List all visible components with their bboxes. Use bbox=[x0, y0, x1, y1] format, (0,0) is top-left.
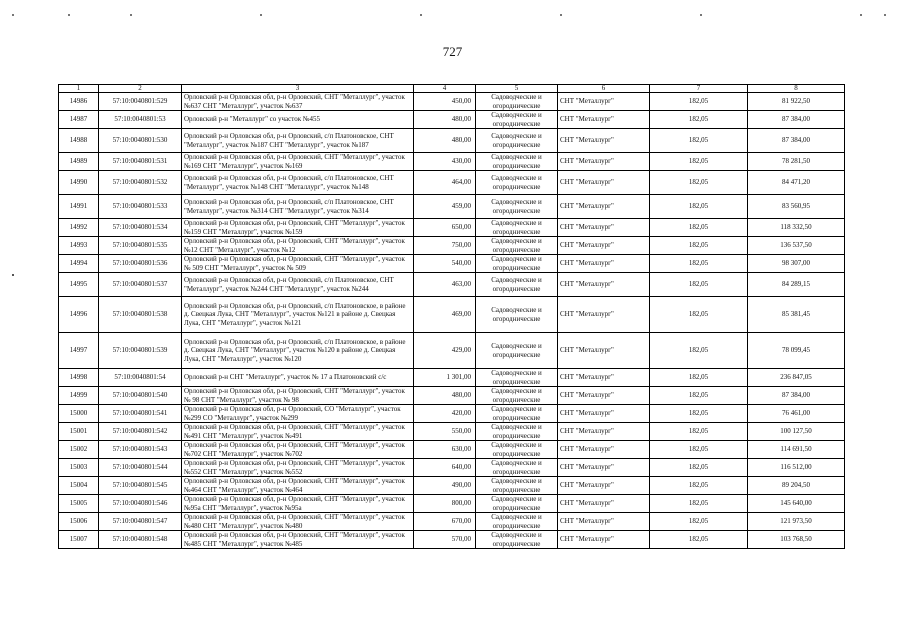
cell-row-number: 14986 bbox=[59, 93, 99, 111]
cell-address: Орловский р-н Орловская обл, р-н Орловский, СНТ "Металлург", участок №159 СНТ "Металлург", участок №159 bbox=[182, 219, 414, 237]
cell-cadastral-value: 100 127,50 bbox=[748, 423, 845, 441]
table-row bbox=[59, 405, 845, 423]
cell-cadastral-value: 76 461,00 bbox=[748, 405, 845, 423]
cell-area: 429,00 bbox=[414, 333, 476, 369]
table-row bbox=[59, 369, 845, 387]
cell-land-use: Садоводческие и огороднические bbox=[476, 333, 558, 369]
table-row bbox=[59, 129, 845, 153]
cell-cadastral-value: 121 973,50 bbox=[748, 513, 845, 531]
table-row bbox=[59, 273, 845, 297]
cell-partnership: СНТ "Металлург" bbox=[558, 219, 650, 237]
table-row bbox=[59, 297, 845, 333]
cell-partnership: СНТ "Металлург" bbox=[558, 273, 650, 297]
cell-land-use: Садоводческие и огороднические bbox=[476, 129, 558, 153]
cell-row-number: 14994 bbox=[59, 255, 99, 273]
cell-cadastral-number: 57:10:0040801:548 bbox=[99, 531, 182, 549]
cell-cadastral-number: 57:10:0040801:54 bbox=[99, 369, 182, 387]
column-header-4: 4 bbox=[414, 85, 476, 93]
cell-land-use: Садоводческие и огороднические bbox=[476, 531, 558, 549]
cell-cadastral-number: 57:10:0040801:543 bbox=[99, 441, 182, 459]
cell-specific-value: 182,05 bbox=[650, 219, 748, 237]
cell-land-use: Садоводческие и огороднические bbox=[476, 93, 558, 111]
cell-address: Орловский р-н Орловская обл, р-н Орловский, СНТ "Металлург", участок №480 СНТ "Металлург", участок №480 bbox=[182, 513, 414, 531]
cell-land-use: Садоводческие и огороднические bbox=[476, 477, 558, 495]
cell-cadastral-value: 87 384,00 bbox=[748, 111, 845, 129]
cell-cadastral-value: 84 471,20 bbox=[748, 171, 845, 195]
table-row bbox=[59, 441, 845, 459]
cell-partnership: СНТ "Металлург" bbox=[558, 531, 650, 549]
cell-area: 450,00 bbox=[414, 93, 476, 111]
cell-cadastral-value: 87 384,00 bbox=[748, 387, 845, 405]
column-header-2: 2 bbox=[99, 85, 182, 93]
cell-land-use: Садоводческие и огороднические bbox=[476, 297, 558, 333]
cell-address: Орловский р-н Орловская обл, р-н Орловский, СНТ "Металлург", участок №169 СНТ "Металлург", участок №169 bbox=[182, 153, 414, 171]
cell-specific-value: 182,05 bbox=[650, 195, 748, 219]
cell-cadastral-value: 114 691,50 bbox=[748, 441, 845, 459]
cell-partnership: СНТ "Металлург" bbox=[558, 459, 650, 477]
cell-row-number: 14989 bbox=[59, 153, 99, 171]
scan-noise bbox=[0, 14, 905, 22]
cell-land-use: Садоводческие и огороднические bbox=[476, 459, 558, 477]
cell-specific-value: 182,05 bbox=[650, 93, 748, 111]
cell-cadastral-number: 57:10:0040801:535 bbox=[99, 237, 182, 255]
table-row bbox=[59, 111, 845, 129]
cell-area: 480,00 bbox=[414, 129, 476, 153]
column-header-8: 8 bbox=[748, 85, 845, 93]
cell-cadastral-number: 57:10:0040801:539 bbox=[99, 333, 182, 369]
cell-partnership: СНТ "Металлург" bbox=[558, 441, 650, 459]
cell-specific-value: 182,05 bbox=[650, 333, 748, 369]
cell-cadastral-number: 57:10:0040801:545 bbox=[99, 477, 182, 495]
cell-address: Орловский р-н Орловская обл, р-н Орловский, СНТ "Металлург", участок №464 СНТ "Металлург", участок №464 bbox=[182, 477, 414, 495]
cell-partnership: СНТ "Металлург" bbox=[558, 297, 650, 333]
cell-address: Орловский р-н Орловская обл, р-н Орловский, СНТ "Металлург", участок №95а СНТ "Металлург", участок №95а bbox=[182, 495, 414, 513]
cell-land-use: Садоводческие и огороднические bbox=[476, 195, 558, 219]
cell-area: 469,00 bbox=[414, 297, 476, 333]
cell-cadastral-value: 98 307,00 bbox=[748, 255, 845, 273]
cell-cadastral-value: 89 204,50 bbox=[748, 477, 845, 495]
cell-area: 630,00 bbox=[414, 441, 476, 459]
cell-specific-value: 182,05 bbox=[650, 477, 748, 495]
cell-address: Орловский р-н Орловская обл, р-н Орловский, СНТ "Металлург", участок № 509 СНТ "Металлург", участок № 509 bbox=[182, 255, 414, 273]
cell-cadastral-number: 57:10:0040801:541 bbox=[99, 405, 182, 423]
cell-land-use: Садоводческие и огороднические bbox=[476, 219, 558, 237]
cell-land-use: Садоводческие и огороднические bbox=[476, 387, 558, 405]
cell-cadastral-number: 57:10:0040801:542 bbox=[99, 423, 182, 441]
cell-area: 480,00 bbox=[414, 387, 476, 405]
cell-row-number: 14999 bbox=[59, 387, 99, 405]
cell-row-number: 15007 bbox=[59, 531, 99, 549]
cell-area: 670,00 bbox=[414, 513, 476, 531]
cell-cadastral-value: 118 332,50 bbox=[748, 219, 845, 237]
cell-specific-value: 182,05 bbox=[650, 495, 748, 513]
cell-partnership: СНТ "Металлург" bbox=[558, 237, 650, 255]
table-header-row bbox=[59, 85, 845, 93]
cell-area: 1 301,00 bbox=[414, 369, 476, 387]
cell-specific-value: 182,05 bbox=[650, 273, 748, 297]
cell-land-use: Садоводческие и огороднические bbox=[476, 495, 558, 513]
cell-land-use: Садоводческие и огороднические bbox=[476, 513, 558, 531]
cell-area: 650,00 bbox=[414, 219, 476, 237]
cell-cadastral-value: 145 640,00 bbox=[748, 495, 845, 513]
table-row bbox=[59, 93, 845, 111]
cell-land-use: Садоводческие и огороднические bbox=[476, 171, 558, 195]
cell-area: 750,00 bbox=[414, 237, 476, 255]
cell-cadastral-value: 236 847,05 bbox=[748, 369, 845, 387]
cell-area: 540,00 bbox=[414, 255, 476, 273]
table-row bbox=[59, 513, 845, 531]
cell-address: Орловский р-н Орловская обл, р-н Орловский, СНТ "Металлург", участок №702 СНТ "Металлург", участок №702 bbox=[182, 441, 414, 459]
cell-row-number: 15003 bbox=[59, 459, 99, 477]
cell-land-use: Садоводческие и огороднические bbox=[476, 441, 558, 459]
cell-specific-value: 182,05 bbox=[650, 111, 748, 129]
cell-address: Орловский р-н Орловская обл, р-н Орловский, с/п Платоновское, СНТ "Металлург", участок №148 СНТ "Металлург", участок №148 bbox=[182, 171, 414, 195]
table-row bbox=[59, 219, 845, 237]
cell-area: 480,00 bbox=[414, 111, 476, 129]
table-body bbox=[59, 93, 845, 549]
column-header-5: 5 bbox=[476, 85, 558, 93]
cell-address: Орловский р-н Орловская обл, р-н Орловский, с/п Платоновское, СНТ "Металлург", участок №187 СНТ "Металлург", участок №187 bbox=[182, 129, 414, 153]
cell-cadastral-value: 78 281,50 bbox=[748, 153, 845, 171]
cell-land-use: Садоводческие и огороднические bbox=[476, 405, 558, 423]
cell-address: Орловский р-н Орловская обл, р-н Орловский, с/п Платоновское, в районе д. Свецкая Лука, СНТ "Металлург", участок №120 в районе д. Свецкая Лука, СНТ "Металлург", участок №120 bbox=[182, 333, 414, 369]
cell-address: Орловский р-н Орловская обл, р-н Орловский, СНТ "Металлург", участок №12 СНТ "Металлург", участок №12 bbox=[182, 237, 414, 255]
cell-row-number: 14996 bbox=[59, 297, 99, 333]
page-number: 727 bbox=[442, 44, 463, 59]
cell-address: Орловский р-н Орловская обл, р-н Орловский, с/п Платоновское, в районе д. Свецкая Лука, СНТ "Металлург", участок №121 в районе д. Свецкая Лука, СНТ "Металлург", участок №121 bbox=[182, 297, 414, 333]
cell-cadastral-value: 136 537,50 bbox=[748, 237, 845, 255]
cell-area: 464,00 bbox=[414, 171, 476, 195]
cell-area: 430,00 bbox=[414, 153, 476, 171]
cell-cadastral-value: 78 099,45 bbox=[748, 333, 845, 369]
cell-cadastral-number: 57:10:0040801:534 bbox=[99, 219, 182, 237]
cell-specific-value: 182,05 bbox=[650, 387, 748, 405]
cell-partnership: СНТ "Металлург" bbox=[558, 333, 650, 369]
cell-row-number: 14988 bbox=[59, 129, 99, 153]
cell-cadastral-number: 57:10:0040801:537 bbox=[99, 273, 182, 297]
cell-cadastral-value: 84 289,15 bbox=[748, 273, 845, 297]
cell-land-use: Садоводческие и огороднические bbox=[476, 111, 558, 129]
cell-cadastral-number: 57:10:0040801:533 bbox=[99, 195, 182, 219]
cell-specific-value: 182,05 bbox=[650, 255, 748, 273]
cell-partnership: СНТ "Металлург" bbox=[558, 255, 650, 273]
table-row bbox=[59, 333, 845, 369]
cell-specific-value: 182,05 bbox=[650, 405, 748, 423]
cell-area: 490,00 bbox=[414, 477, 476, 495]
cell-partnership: СНТ "Металлург" bbox=[558, 369, 650, 387]
cell-land-use: Садоводческие и огороднические bbox=[476, 237, 558, 255]
cell-address: Орловский р-н Орловская обл, р-н Орловский, СНТ "Металлург", участок №485 СНТ "Металлург", участок №485 bbox=[182, 531, 414, 549]
cell-specific-value: 182,05 bbox=[650, 237, 748, 255]
cell-specific-value: 182,05 bbox=[650, 459, 748, 477]
scan-speck bbox=[12, 274, 14, 276]
cell-area: 463,00 bbox=[414, 273, 476, 297]
cell-partnership: СНТ "Металлург" bbox=[558, 477, 650, 495]
cell-cadastral-number: 57:10:0040801:540 bbox=[99, 387, 182, 405]
cell-cadastral-value: 81 922,50 bbox=[748, 93, 845, 111]
column-header-3: 3 bbox=[182, 85, 414, 93]
cell-row-number: 15005 bbox=[59, 495, 99, 513]
cell-cadastral-number: 57:10:0040801:536 bbox=[99, 255, 182, 273]
column-header-6: 6 bbox=[558, 85, 650, 93]
cell-row-number: 14997 bbox=[59, 333, 99, 369]
cell-partnership: СНТ "Металлург" bbox=[558, 513, 650, 531]
cell-cadastral-value: 103 768,50 bbox=[748, 531, 845, 549]
cell-cadastral-number: 57:10:0040801:544 bbox=[99, 459, 182, 477]
cell-row-number: 14993 bbox=[59, 237, 99, 255]
cell-specific-value: 182,05 bbox=[650, 441, 748, 459]
cell-partnership: СНТ "Металлург" bbox=[558, 111, 650, 129]
table-row bbox=[59, 459, 845, 477]
cell-row-number: 14991 bbox=[59, 195, 99, 219]
cell-row-number: 15004 bbox=[59, 477, 99, 495]
cell-address: Орловский р-н СНТ "Металлург", участок № 17 а Платоновский с/с bbox=[182, 369, 414, 387]
table-row bbox=[59, 531, 845, 549]
table-row bbox=[59, 195, 845, 219]
cell-address: Орловский р-н Орловская обл, р-н Орловский, СНТ "Металлург", участок № 98 СНТ "Металлург", участок № 98 bbox=[182, 387, 414, 405]
column-header-7: 7 bbox=[650, 85, 748, 93]
cell-partnership: СНТ "Металлург" bbox=[558, 387, 650, 405]
cell-partnership: СНТ "Металлург" bbox=[558, 195, 650, 219]
cell-area: 800,00 bbox=[414, 495, 476, 513]
cell-cadastral-number: 57:10:0040801:532 bbox=[99, 171, 182, 195]
cell-cadastral-value: 85 381,45 bbox=[748, 297, 845, 333]
cell-cadastral-number: 57:10:0040801:547 bbox=[99, 513, 182, 531]
cell-area: 640,00 bbox=[414, 459, 476, 477]
table-row bbox=[59, 255, 845, 273]
cell-address: Орловский р-н Орловская обл, р-н Орловский, с/п Платоновское, СНТ "Металлург", участок №314 СНТ "Металлург", участок №314 bbox=[182, 195, 414, 219]
table-row bbox=[59, 171, 845, 195]
cell-specific-value: 182,05 bbox=[650, 153, 748, 171]
table-row bbox=[59, 477, 845, 495]
cell-row-number: 14995 bbox=[59, 273, 99, 297]
cell-cadastral-number: 57:10:0040801:53 bbox=[99, 111, 182, 129]
cell-area: 570,00 bbox=[414, 531, 476, 549]
table-row bbox=[59, 423, 845, 441]
cell-partnership: СНТ "Металлург" bbox=[558, 153, 650, 171]
cadastral-value-table bbox=[58, 84, 845, 549]
cell-area: 550,00 bbox=[414, 423, 476, 441]
cell-row-number: 15000 bbox=[59, 405, 99, 423]
cell-row-number: 14990 bbox=[59, 171, 99, 195]
cell-partnership: СНТ "Металлург" bbox=[558, 423, 650, 441]
cell-partnership: СНТ "Металлург" bbox=[558, 129, 650, 153]
cell-address: Орловский р-н Орловская обл, р-н Орловский, СНТ "Металлург", участок №491 СНТ "Металлург", участок №491 bbox=[182, 423, 414, 441]
cell-address: Орловский р-н Орловская обл, р-н Орловский, СНТ "Металлург", участок №637 СНТ "Металлург", участок №637 bbox=[182, 93, 414, 111]
cell-cadastral-number: 57:10:0040801:546 bbox=[99, 495, 182, 513]
table-row bbox=[59, 153, 845, 171]
cell-specific-value: 182,05 bbox=[650, 129, 748, 153]
table-row bbox=[59, 237, 845, 255]
cell-land-use: Садоводческие и огороднические bbox=[476, 153, 558, 171]
cell-address: Орловский р-н Орловская обл, р-н Орловский, СНТ "Металлург", участок №552 СНТ "Металлург", участок №552 bbox=[182, 459, 414, 477]
cell-address: Орловский р-н Орловская обл, р-н Орловский, с/п Платоновское, СНТ "Металлург", участок №244 СНТ "Металлург", участок №244 bbox=[182, 273, 414, 297]
cell-row-number: 15001 bbox=[59, 423, 99, 441]
cell-partnership: СНТ "Металлург" bbox=[558, 495, 650, 513]
cell-partnership: СНТ "Металлург" bbox=[558, 171, 650, 195]
cell-row-number: 15006 bbox=[59, 513, 99, 531]
cell-partnership: СНТ "Металлург" bbox=[558, 405, 650, 423]
cell-specific-value: 182,05 bbox=[650, 297, 748, 333]
cell-address: Орловский р-н Орловская обл, р-н Орловский, СО "Металлург", участок №299 СО "Металлург", участок №299 bbox=[182, 405, 414, 423]
cell-cadastral-number: 57:10:0040801:531 bbox=[99, 153, 182, 171]
cell-cadastral-value: 83 560,95 bbox=[748, 195, 845, 219]
cell-land-use: Садоводческие и огороднические bbox=[476, 369, 558, 387]
cell-area: 420,00 bbox=[414, 405, 476, 423]
cell-address: Орловский р-н "Металлург" со участок №455 bbox=[182, 111, 414, 129]
cell-row-number: 14992 bbox=[59, 219, 99, 237]
cell-cadastral-number: 57:10:0040801:530 bbox=[99, 129, 182, 153]
cell-specific-value: 182,05 bbox=[650, 531, 748, 549]
cell-specific-value: 182,05 bbox=[650, 369, 748, 387]
cell-land-use: Садоводческие и огороднические bbox=[476, 255, 558, 273]
column-header-1: 1 bbox=[59, 85, 99, 93]
cell-row-number: 14987 bbox=[59, 111, 99, 129]
cell-cadastral-value: 116 512,00 bbox=[748, 459, 845, 477]
table-row bbox=[59, 387, 845, 405]
cell-land-use: Садоводческие и огороднические bbox=[476, 273, 558, 297]
cell-specific-value: 182,05 bbox=[650, 171, 748, 195]
cell-specific-value: 182,05 bbox=[650, 513, 748, 531]
cell-cadastral-value: 87 384,00 bbox=[748, 129, 845, 153]
cell-cadastral-number: 57:10:0040801:529 bbox=[99, 93, 182, 111]
cell-area: 459,00 bbox=[414, 195, 476, 219]
cell-specific-value: 182,05 bbox=[650, 423, 748, 441]
cell-row-number: 14998 bbox=[59, 369, 99, 387]
cell-partnership: СНТ "Металлург" bbox=[558, 93, 650, 111]
cell-row-number: 15002 bbox=[59, 441, 99, 459]
table-row bbox=[59, 495, 845, 513]
cell-land-use: Садоводческие и огороднические bbox=[476, 423, 558, 441]
cell-cadastral-number: 57:10:0040801:538 bbox=[99, 297, 182, 333]
